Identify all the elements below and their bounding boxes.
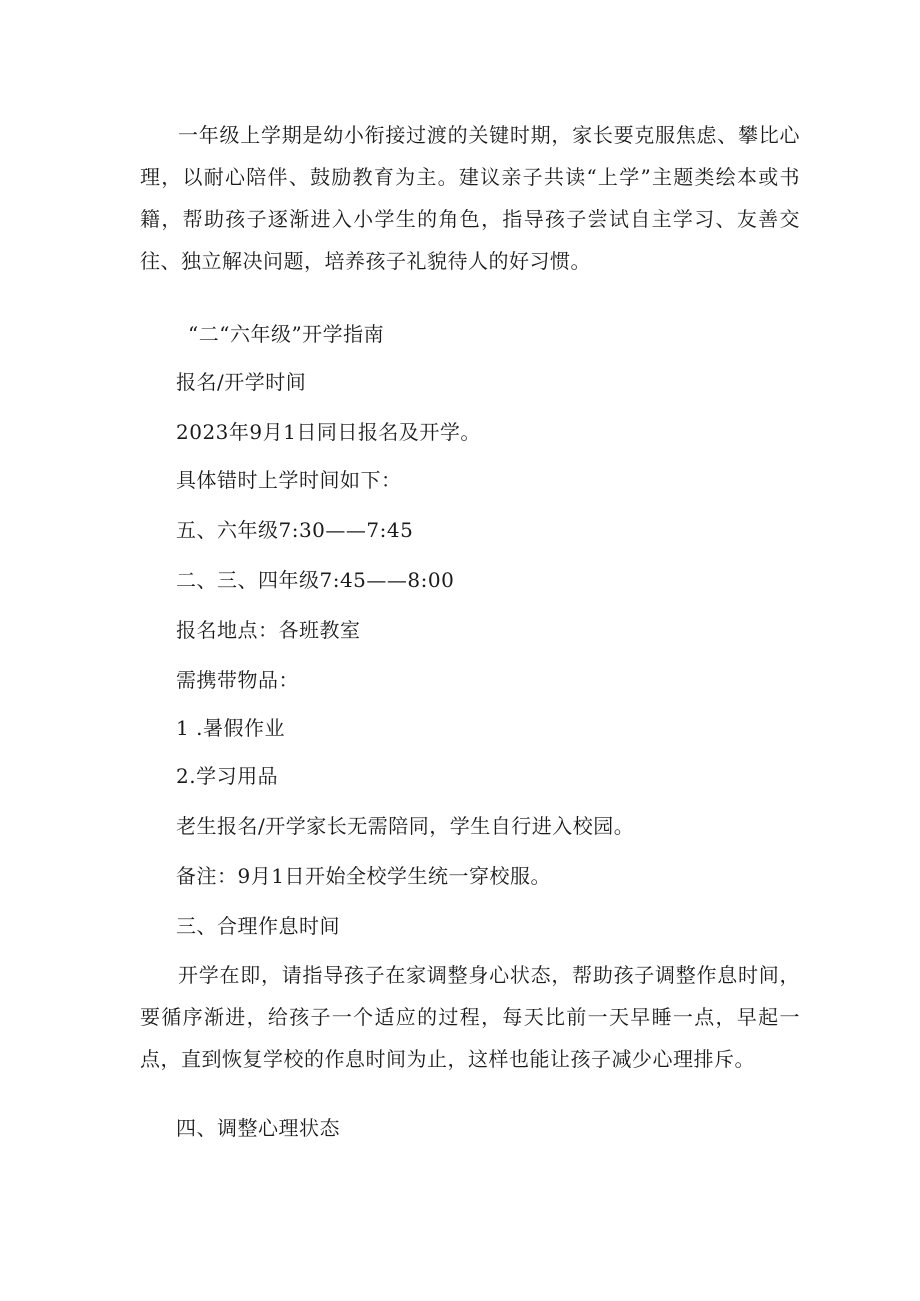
items-heading: 需携带物品： — [176, 668, 299, 692]
item-homework: 1 .暑假作业 — [176, 716, 285, 740]
schedule-grade-5-6: 五、六年级7:30——7:45 — [176, 518, 414, 542]
registration-heading: 报名/开学时间 — [176, 370, 307, 394]
registration-date: 2023年9月1日同日报名及开学。 — [176, 420, 481, 444]
section3-paragraph: 开学在即，请指导孩子在家调整身心状态，帮助孩子调整作息时间，要循序渐进，给孩子一个适应的过程，每天比前一天早睡一点，早起一点，直到恢复学校的作息时间为止，这样也能让孩子减少心理排斥。 — [140, 963, 800, 1071]
intro-paragraph: 一年级上学期是幼小衔接过渡的关键时期，家长要克服焦虑、攀比心理，以耐心陪伴、鼓励教育为主。建议亲子共读“上学”主题类绘本或书籍，帮助孩子逐渐进入小学生的角色，指导孩子尝试自主学习、友善交往、独立解决问题，培养孩子礼貌待人的好习惯。 — [140, 123, 800, 273]
uniform-remark: 备注：9月1日开始全校学生统一穿校服。 — [176, 864, 551, 888]
parent-note: 老生报名/开学家长无需陪同，学生自行进入校园。 — [176, 814, 635, 838]
section2-heading: “二“六年级”开学指南 — [188, 322, 385, 346]
item-supplies: 2.学习用品 — [176, 764, 279, 788]
section3-heading: 三、合理作息时间 — [176, 914, 340, 938]
section4-heading: 四、调整心理状态 — [176, 1116, 340, 1140]
registration-location: 报名地点：各班教室 — [176, 618, 361, 642]
schedule-grade-2-4: 二、三、四年级7:45——8:00 — [176, 568, 455, 592]
schedule-intro: 具体错时上学时间如下： — [176, 468, 402, 492]
